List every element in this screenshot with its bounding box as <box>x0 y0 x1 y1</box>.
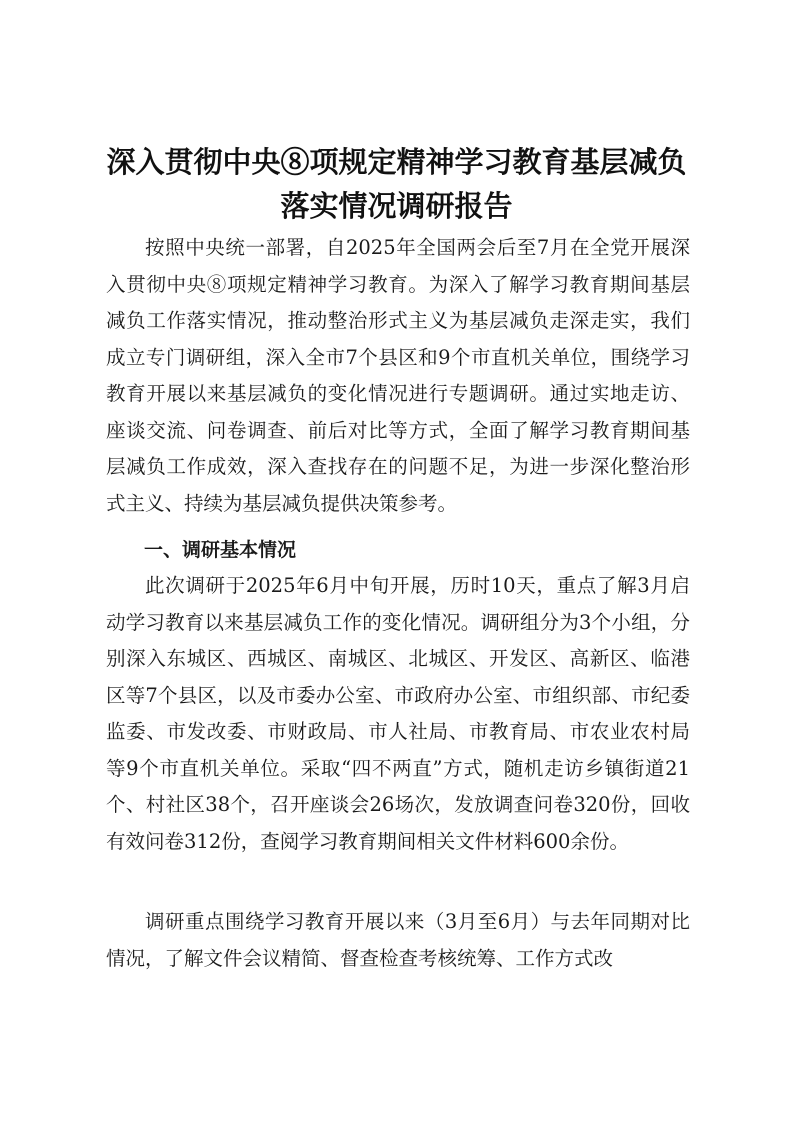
body-block-focus <box>106 904 690 977</box>
report-title-line-2: 落实情况调研报告 <box>280 189 513 223</box>
section-paragraph: 此次调研于2025年6月中旬开展，历时10天，重点了解3月启动学习教育以来基层减负工作的变化情况。调研组分为3个小组，分别深入东城区、西城区、南城区、北城区、开发区、高新区、临港区等7个县区，以及市委办公室、市政府办公室、市组织部、市纪委监委、市发改委、市财政局、市人社局、市教育局、市农业农村局等9个市直机关单位。采取“四不两直”方式，随机走访乡镇街道21个、村社区38个，召开座谈会26场次，发放调查问卷320份，回收有效问卷312份，查阅学习教育期间相关文件材料600余份。 <box>106 574 690 853</box>
report-title-line-1: 深入贯彻中央⑧项规定精神学习教育基层减负 <box>106 145 687 179</box>
body-block-intro <box>106 230 690 522</box>
intro-paragraph: 按照中央统一部署，自2025年全国两会后至7月在全党开展深入贯彻中央⑧项规定精神学习教育。为深入了解学习教育期间基层减负工作落实情况，推动整治形式主义为基层减负走深走实，我们成立专门调研组，深入全市7个县区和9个市直机关单位，围绕学习教育开展以来基层减负的变化情况进行专题调研。通过实地走访、座谈交流、问卷调查、前后对比等方式，全面了解学习教育期间基层减负工作成效，深入查找存在的问题不足，为进一步深化整治形式主义、持续为基层减负提供决策参考。 <box>106 236 690 515</box>
body-block-section-content <box>106 568 690 860</box>
focus-paragraph: 调研重点围绕学习教育开展以来（3月至6月）与去年同期对比情况，了解文件会议精简、督查检查考核统筹、工作方式改 <box>106 910 690 970</box>
section-heading: 一、调研基本情况 <box>144 539 297 561</box>
body-block-section-heading <box>106 532 690 569</box>
